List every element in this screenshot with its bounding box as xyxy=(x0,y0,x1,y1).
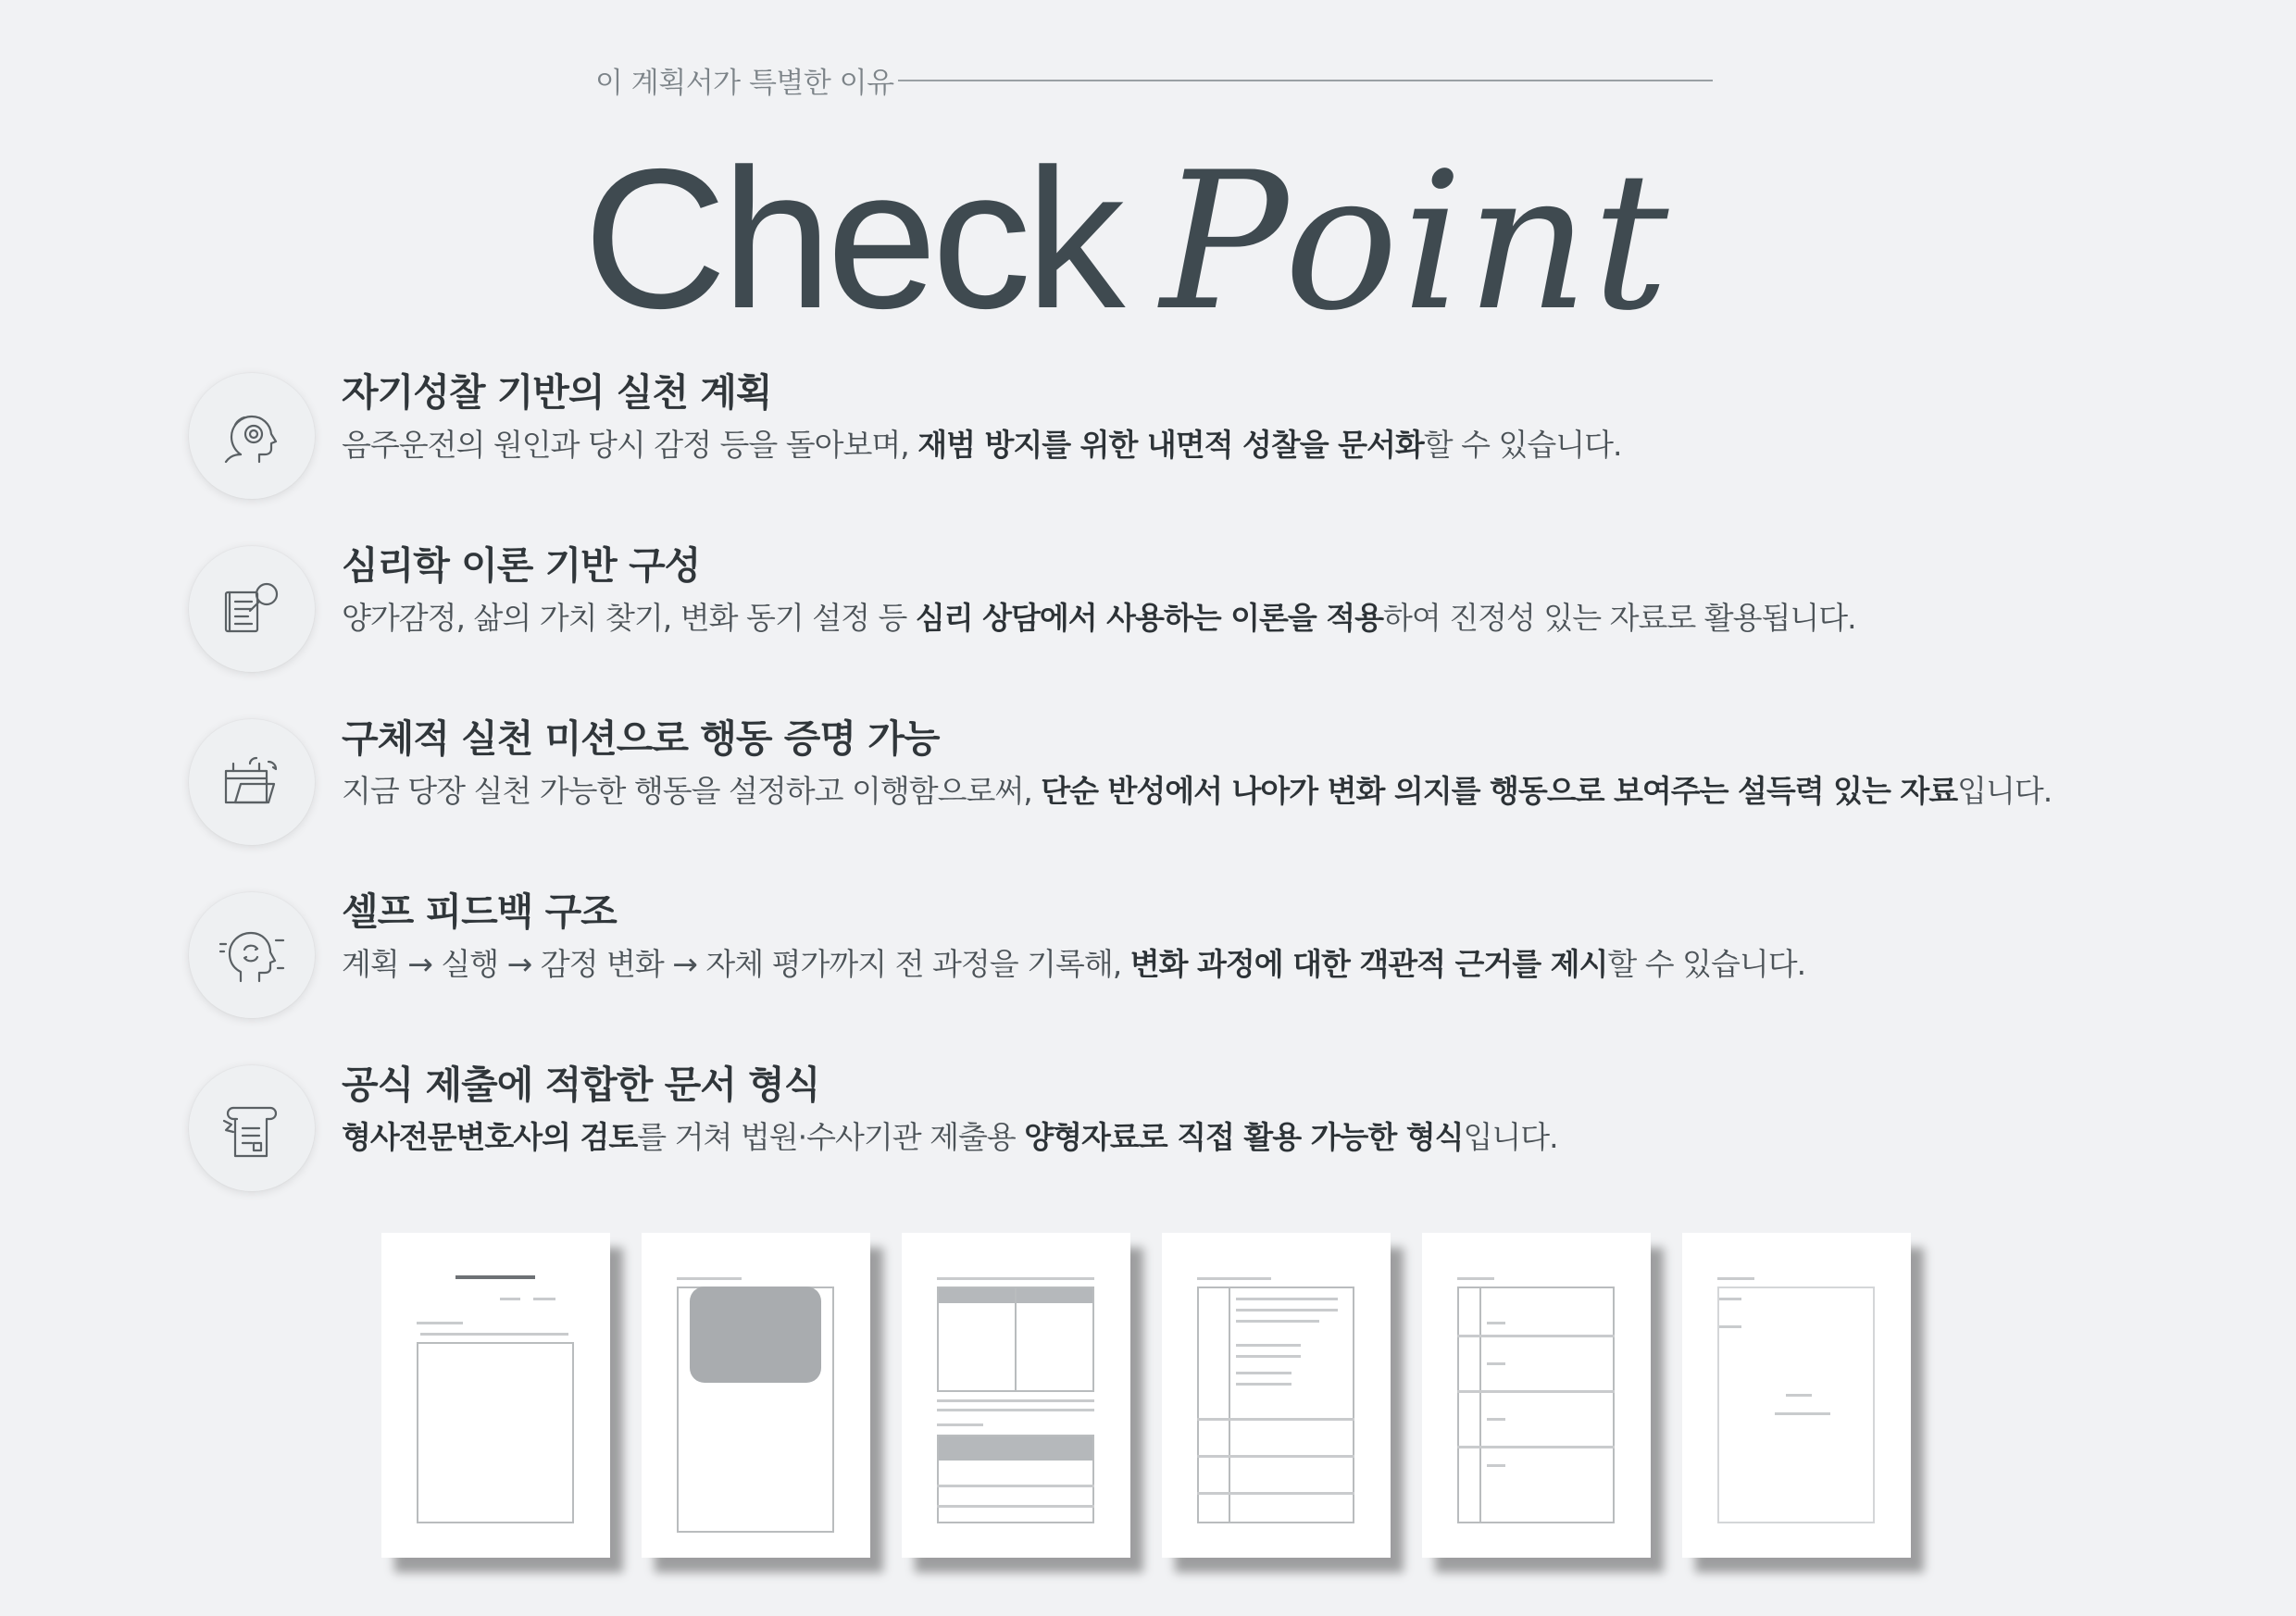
feature-text xyxy=(342,368,1621,466)
feature-description xyxy=(342,1117,1558,1159)
book-magnifier-icon xyxy=(189,546,315,672)
feature-title: 자기성찰 기반의 실천 계획 xyxy=(342,370,772,415)
feature-description xyxy=(342,771,2052,813)
feature-description xyxy=(342,425,1621,466)
desc-text: 할 수 있습니다. xyxy=(1423,427,1622,464)
desc-emphasis: 단순 반성에서 나아가 변화 의지를 행동으로 보여주는 설득력 있는 자료 xyxy=(1041,773,1958,810)
feature-description xyxy=(342,598,1856,640)
feature-text xyxy=(342,715,2052,813)
title-check: Check xyxy=(583,127,1120,350)
document-page-4 xyxy=(1162,1233,1391,1558)
head-ring-icon xyxy=(189,373,315,499)
feature-item xyxy=(189,368,2226,541)
document-page-5 xyxy=(1422,1233,1651,1558)
feature-item xyxy=(189,715,2226,888)
document-page-3 xyxy=(902,1233,1130,1558)
desc-emphasis: 변화 과정에 대한 객관적 근거를 제시 xyxy=(1129,946,1608,983)
calendar-action-icon xyxy=(189,719,315,845)
desc-emphasis: 심리 상담에서 사용하는 이론을 적용 xyxy=(915,600,1383,637)
desc-text: 지금 당장 실천 가능한 행동을 설정하고 이행함으로써, xyxy=(342,773,1042,810)
feature-text xyxy=(342,541,1856,640)
desc-text: 음주운전의 원인과 당시 감정 등을 돌아보며, xyxy=(342,427,918,464)
feature-list xyxy=(189,368,2226,1234)
desc-emphasis: 형사전문변호사의 검토 xyxy=(342,1119,638,1156)
document-page-1 xyxy=(381,1233,610,1558)
desc-text: 할 수 있습니다. xyxy=(1607,946,1806,983)
feature-text xyxy=(342,888,1805,986)
feature-item xyxy=(189,541,2226,715)
document-page-2 xyxy=(642,1233,870,1558)
desc-text: 입니다. xyxy=(1463,1119,1558,1156)
desc-text: 를 거쳐 법원·수사기관 제출용 xyxy=(637,1119,1025,1156)
desc-emphasis: 양형자료로 직접 활용 가능한 형식 xyxy=(1024,1119,1464,1156)
document-preview-row xyxy=(381,1233,1942,1558)
desc-text: 계획 → 실행 → 감정 변화 → 자체 평가까지 전 과정을 기록해, xyxy=(342,946,1130,983)
feature-item xyxy=(189,1061,2226,1234)
feature-title: 공식 제출에 적합한 문서 형식 xyxy=(342,1063,820,1107)
feature-description xyxy=(342,944,1805,986)
section-eyebrow xyxy=(595,59,1713,101)
eyebrow-rule xyxy=(898,80,1713,81)
scroll-document-icon xyxy=(189,1065,315,1191)
feature-title: 셀프 피드백 구조 xyxy=(342,889,617,934)
document-page-6 xyxy=(1682,1233,1911,1558)
feature-item xyxy=(189,888,2226,1061)
feature-text xyxy=(342,1061,1558,1159)
feature-title: 구체적 실천 미션으로 행동 증명 가능 xyxy=(342,716,940,761)
desc-emphasis: 재범 방지를 위한 내면적 성찰을 문서화 xyxy=(917,427,1424,464)
desc-text: 양가감정, 삶의 가치 찾기, 변화 동기 설정 등 xyxy=(342,600,916,637)
desc-text: 하여 진정성 있는 자료로 활용됩니다. xyxy=(1382,600,1856,637)
title-point: Point xyxy=(1160,132,1673,353)
head-cycle-icon xyxy=(189,892,315,1018)
page-title xyxy=(583,127,1673,353)
feature-title: 심리학 이론 기반 구성 xyxy=(342,543,701,588)
desc-text: 입니다. xyxy=(1957,773,2053,810)
eyebrow-text: 이 계획서가 특별한 이유 xyxy=(595,67,894,100)
